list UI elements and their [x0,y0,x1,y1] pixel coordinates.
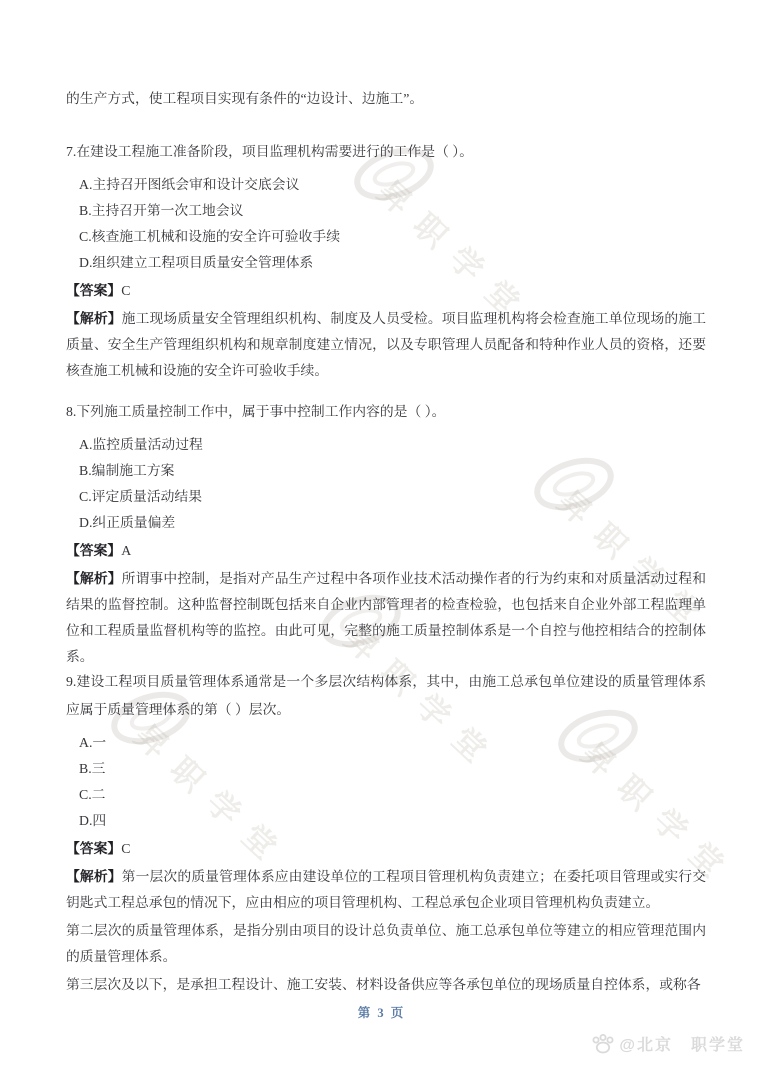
analysis-text: 施工现场质量安全管理组织机构、制度及人员受检。项目监理机构将会检查施工单位现场的施工质量、安全生产管理组织机构和规章制度建立情况，以及专职管理人员配备和特种作业人员的资格，还要核查施工机械和设施的安全许可验收手续。 [66,311,707,378]
analysis-label: 【解析】 [66,869,122,884]
question-block-9 [66,668,706,998]
analysis-text: 第一层次的质量管理体系应由建设单位的工程项目管理机构负责建立；在委托项目管理或实行交钥匙式工程总承包的情况下，应由相应的项目管理机构、工程总承包企业项目管理机构负责建立。 [66,869,707,910]
question-stem: 9.建设工程项目质量管理体系通常是一个多层次结构体系，其中，由施工总承包单位建设的质量管理体系应属于质量管理体系的第（ ）层次。 [66,674,706,717]
continuation-paragraph: 的生产方式，使工程项目实现有条件的“边设计、边施工”。 [66,91,424,106]
answer-value: C [121,841,131,856]
option-a: A.一 [79,735,107,750]
option-b: B.编制施工方案 [79,463,175,478]
analysis-paragraph [66,566,706,670]
page-number: 第 3 页 [357,1006,406,1020]
option-a: A.主持召开图纸会审和设计交底会议 [79,177,300,192]
question-stem: 8.下列施工质量控制工作中，属于事中控制工作内容的是（ ）。 [66,404,446,419]
answer-line [66,278,706,304]
option-c: C.核查施工机械和设施的安全许可验收手续 [79,229,340,244]
analysis-label: 【解析】 [66,571,122,586]
answer-line [66,538,706,564]
question-block-8 [66,398,706,670]
option-a: A.监控质量活动过程 [79,437,203,452]
watermark-text: 昇职学堂 [127,717,296,878]
watermark-text: 昇职学堂 [574,735,743,896]
analysis-label: 【解析】 [66,311,122,326]
analysis-paragraph [66,306,706,384]
option-d: D.纠正质量偏差 [79,515,176,530]
analysis-text: 所谓事中控制，是指对产品生产过程中各项作业技术活动操作者的行为约束和对质量活动过程和结果的监督控制。这种监督控制既包括来自企业内部管理者的检查检验，也包括来自企业外部工程监理单位和工程质量监督机构等的监控。由此可见，完整的施工质量控制体系是一个自控与他控相结合的控制体系。 [66,571,707,664]
question-stem: 7.在建设工程施工准备阶段，项目监理机构需要进行的工作是（ ）。 [66,144,474,159]
answer-label: 【答案】 [66,841,122,856]
answer-value: C [121,283,131,298]
analysis-paragraph [66,864,706,916]
answer-label: 【答案】 [66,543,122,558]
answer-value: A [121,543,132,558]
option-b: B.三 [79,761,106,776]
analysis-paragraph: 第二层次的质量管理体系，是指分别由项目的设计总负责单位、施工总承包单位等建立的相应管理范围内的质量管理体系。 [66,923,706,964]
paw-icon [591,1033,615,1055]
analysis-paragraph: 第三层次及以下，是承担工程设计、施工安装、材料设备供应等各承包单位的现场质量自控体系，或称各 [66,977,701,992]
option-c: C.评定质量活动结果 [79,489,203,504]
option-d: D.四 [79,813,107,828]
watermark-text: 昇职学堂 [370,173,539,334]
watermark-text: 昇职学堂 [550,483,719,644]
answer-line [66,836,706,862]
corner-handle-text: @北京 职学堂 [619,1037,745,1054]
option-c: C.二 [79,787,106,802]
question-block-7 [66,138,706,384]
answer-label: 【答案】 [66,283,122,298]
corner-attribution [591,1032,745,1055]
watermark-text: 昇职学堂 [337,620,506,781]
option-d: D.组织建立工程项目质量安全管理体系 [79,255,314,270]
option-b: B.主持召开第一次工地会议 [79,203,244,218]
